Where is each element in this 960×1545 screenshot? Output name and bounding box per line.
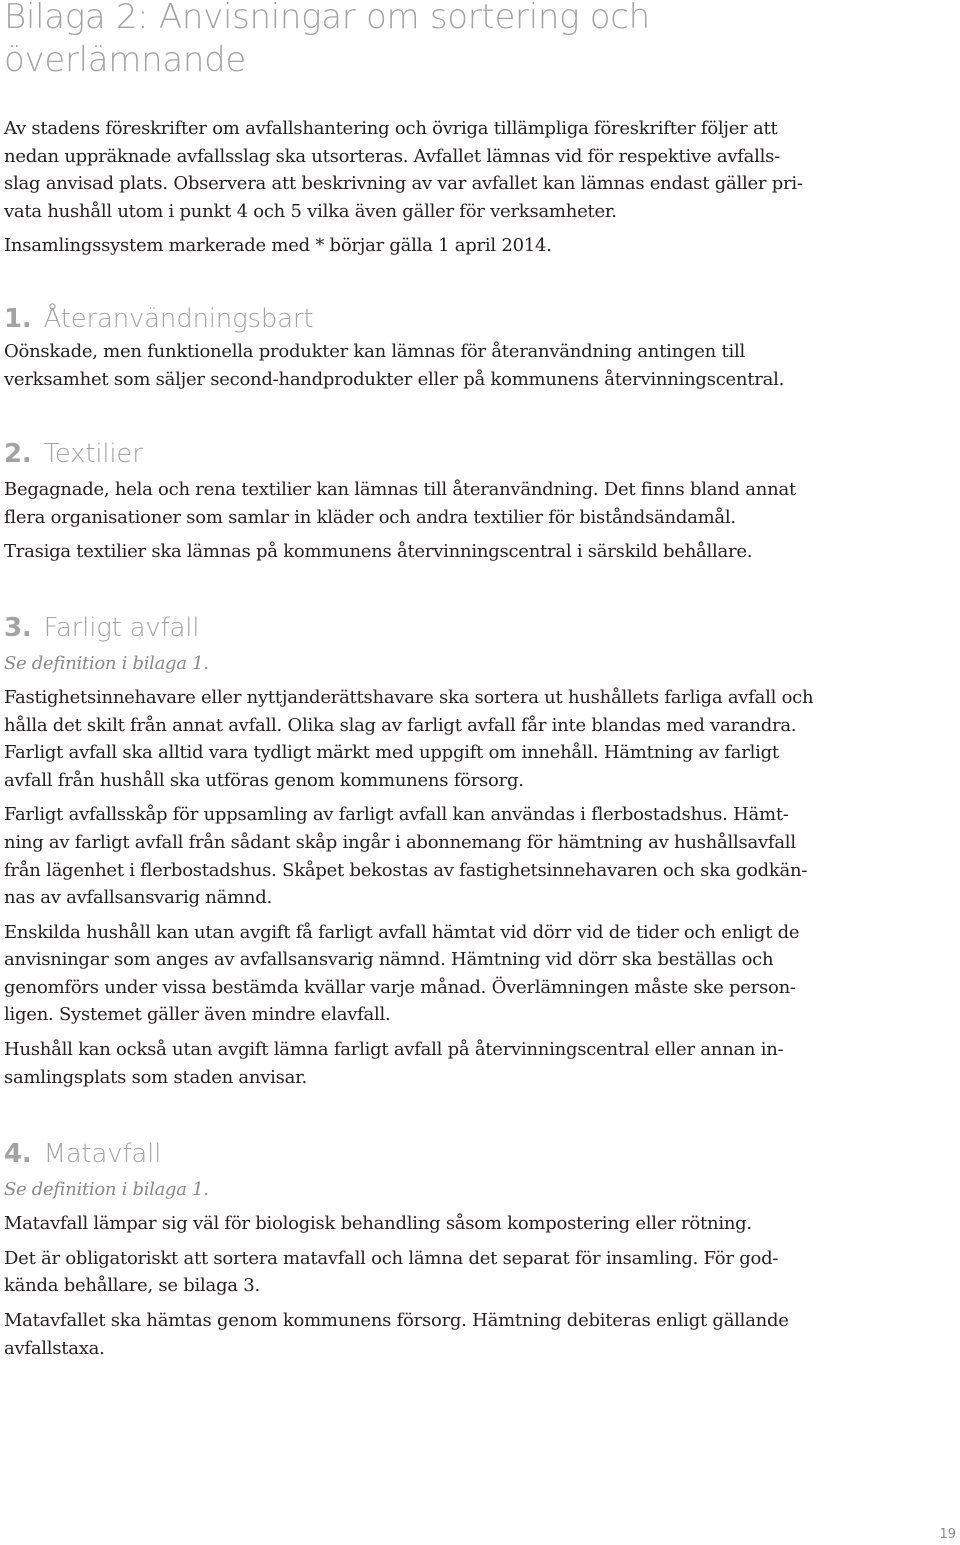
section-paragraph [4,1210,844,1238]
section-number: 2. [4,439,32,470]
section-paragraph [4,538,844,566]
section-paragraph [4,919,844,1029]
text-line: vata hushåll utom i punkt 4 och 5 vilka även gäller för verksamheter. [4,200,617,222]
section-title: Matavfall [43,1139,162,1170]
section-heading [4,438,844,470]
text-line: från lägenhet i flerbostadshus. Skåpet bekostas av fastighetsinnehavaren och ska godkän- [4,859,808,881]
text-line: Farligt avfall ska alltid vara tydligt märkt med uppgift om innehåll. Hämtning av farligt [4,742,779,764]
section-textiles [4,438,844,566]
title-line: överlämnande [4,40,247,80]
section-number: 4. [4,1139,32,1170]
text-line: anvisningar som anges av avfallsansvarig nämnd. Hämtning vid dörr ska beställas och [4,949,774,971]
text-line: Farligt avfallsskåp för uppsamling av farligt avfall kan användas i flerbostadshus. Hämt- [4,804,789,826]
text-line: verksamhet som säljer second-handprodukter eller på kommunens återvinningscentral. [4,368,785,390]
text-line: Matavfall lämpar sig väl för biologisk behandling såsom kompostering eller rötning. [4,1213,752,1235]
text-line: nedan uppräknade avfallsslag ska utsorteras. Avfallet lämnas vid för respektive avfalls- [4,145,780,167]
section-title: Textilier [43,439,143,470]
text-line: genomförs under vissa bestämda kvällar varje månad. Överlämningen måste ske person- [4,976,796,998]
intro-paragraph [4,115,844,225]
section-heading [4,612,844,644]
section-reuse [4,303,844,393]
section-paragraph [4,1245,844,1300]
section-title: Farligt avfall [43,612,200,643]
text-line: flera organisationer som samlar in kläder och andra textilier för biståndsändamål. [4,506,736,528]
text-line: Oönskade, men funktionella produkter kan lämnas för återanvändning antingen till [4,340,745,362]
text-line: Det är obligatoriskt att sortera matavfall och lämna det separat för insamling. För god- [4,1247,779,1269]
text-line: Av stadens föreskrifter om avfallshantering och övriga tillämpliga föreskrifter följer att [4,118,778,139]
text-line: avfallstaxa. [4,1337,105,1359]
page-title [4,0,844,82]
text-line: samlingsplats som staden anvisar. [4,1066,307,1088]
section-paragraph [4,476,844,531]
text-line: Matavfallet ska hämtas genom kommunens försorg. Hämtning debiteras enligt gällande [4,1310,789,1332]
page-number: 19 [939,1527,956,1542]
section-heading [4,303,844,335]
text-line: ligen. Systemet gäller även mindre elavfall. [4,1004,391,1026]
text-line: avfall från hushåll ska utföras genom kommunens försorg. [4,769,524,791]
definition-reference: Se definition i bilaga 1. [4,652,209,674]
section-number: 3. [4,612,32,643]
text-line: slag anvisad plats. Observera att beskrivning av var avfallet kan lämnas endast gäller pri- [4,173,803,195]
text-line: Trasiga textilier ska lämnas på kommunens återvinningscentral i särskild behållare. [4,541,753,563]
text-line: kända behållare, se bilaga 3. [4,1275,260,1297]
section-hazardous-waste [4,612,844,1091]
section-paragraph [4,1307,844,1362]
text-line: Hushåll kan också utan avgift lämna farligt avfall på återvinningscentral eller annan in- [4,1039,784,1061]
section-paragraph [4,801,844,911]
text-line: Insamlingssystem markerade med * börjar gälla 1 april 2014. [4,235,552,257]
text-line: hålla det skilt från annat avfall. Olika slag av farligt avfall får inte blandas med varandra. [4,714,797,736]
section-paragraph [4,684,844,794]
section-title: Återanvändningsbart [43,303,314,334]
section-paragraph [4,1036,844,1091]
text-line: Begagnade, hela och rena textilier kan lämnas till återanvändning. Det finns bland annat [4,479,796,501]
section-food-waste [4,1138,844,1362]
text-line: nas av avfallsansvarig nämnd. [4,887,272,909]
section-paragraph [4,338,844,393]
text-line: ning av farligt avfall från sådant skåp ingår i abonnemang för hämtning av hushållsavfall [4,831,796,853]
title-line: Bilaga 2: Anvisningar om sortering och [4,0,650,37]
definition-reference: Se definition i bilaga 1. [4,1179,209,1201]
section-heading [4,1138,844,1170]
document-page [4,0,844,1362]
text-line: Fastighetsinnehavare eller nyttjanderättshavare ska sortera ut hushållets farliga avfall och [4,686,814,708]
text-line: Enskilda hushåll kan utan avgift få farligt avfall hämtat vid dörr vid de tider och enligt de [4,921,800,943]
intro-note [4,232,844,260]
section-number: 1. [4,303,32,334]
